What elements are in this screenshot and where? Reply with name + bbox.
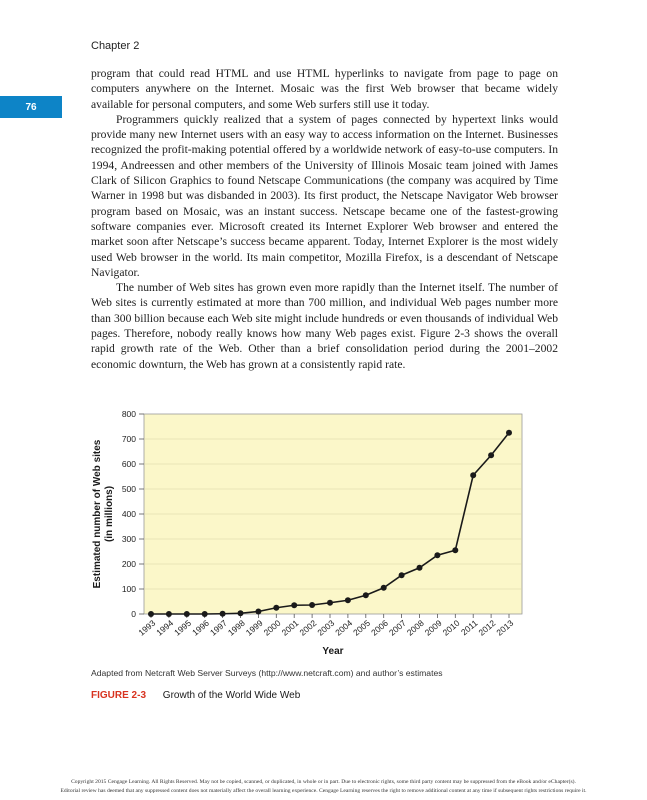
y-tick-label: 600 (121, 459, 136, 469)
data-point (202, 611, 208, 617)
y-tick-label: 100 (121, 584, 136, 594)
data-point (506, 430, 512, 436)
y-tick-label: 500 (121, 484, 136, 494)
x-tick-label: 2009 (422, 617, 444, 638)
web-growth-chart (85, 404, 535, 666)
x-tick-label: 1993 (136, 617, 158, 638)
data-point (452, 547, 458, 553)
data-point (148, 611, 154, 617)
copyright-line-1: Copyright 2015 Cengage Learning. All Rights Reserved. May not be copied, scanned, or duplicated, in whole or in part. Due to electronic rights, some third party content may be suppressed from the eBook and/or eChapter(s). (71, 779, 576, 785)
page-number: 76 (25, 101, 37, 113)
y-tick-label: 400 (121, 509, 136, 519)
data-point (345, 597, 351, 603)
data-point (327, 600, 333, 606)
paragraph: The number of Web sites has grown even more rapidly than the Internet itself. The number of Web sites is currently estimated at more than 700 million, and individual Web pages number more than 300 billion because each Web site might include hundreds or even thousands of individual Web pages. Therefore, nobody really knows how many Web pages exist. Figure 2-3 shows the overall rapid growth rate of the Web. Other than a brief consolidation period during the 2001–2002 economic downturn, the Web has grown at a consistently rapid rate. (91, 281, 558, 371)
data-point (488, 452, 494, 458)
data-point (184, 611, 190, 617)
x-tick-label: 1999 (243, 617, 265, 638)
x-tick-label: 2008 (404, 617, 426, 638)
x-tick-label: 2010 (440, 617, 462, 638)
data-point (417, 565, 423, 571)
paragraph: Programmers quickly realized that a system of pages connected by hypertext links would provide many new Internet users with an easy way to access information on the Internet. Businesses recognized the profit-making potential offered by a worldwide network of easy-to-use computers. In 1994, Andreessen and other members of the University of Illinois Mosaic team joined with James Clark of Silicon Graphics to found Netscape Communications (the company was acquired by Time Warner in 1998 but was disbanded in 2003). Its first product, the Netscape Navigator Web browser program based on Mosaic, was an instant success. Netscape became one of the fastest-growing software companies ever. Microsoft created its Internet Explorer Web browser and entered the market soon after Netscape’s success became apparent. Today, Internet Explorer is the most widely used Web browser in the world. Its main competitor, Mozilla Firefox, is a descendant of Netscape Navigator. (91, 112, 558, 279)
data-point (291, 602, 297, 608)
x-tick-label: 2003 (315, 617, 337, 638)
data-point (166, 611, 172, 617)
y-tick-label: 700 (121, 434, 136, 444)
x-tick-label: 2005 (351, 617, 373, 638)
y-tick-label: 200 (121, 559, 136, 569)
x-tick-label: 1995 (172, 617, 194, 638)
y-tick-label: 300 (121, 534, 136, 544)
x-tick-label: 2006 (369, 617, 390, 638)
x-tick-label: 2002 (297, 617, 319, 638)
data-point (363, 592, 369, 598)
page-number-tab (0, 96, 62, 118)
x-tick-label: 1996 (190, 617, 211, 638)
x-tick-label: 1998 (225, 617, 247, 638)
x-tick-label: 1997 (207, 617, 229, 638)
y-axis-sublabel: (in millions) (104, 485, 115, 543)
data-point (273, 605, 279, 611)
y-axis-label: Estimated number of Web sites (92, 439, 103, 589)
chapter-heading: Chapter 2 (91, 40, 140, 52)
x-tick-label: 2004 (333, 617, 355, 638)
data-point (220, 611, 226, 617)
figure-title: Growth of the World Wide Web (162, 690, 301, 701)
y-tick-label: 0 (131, 609, 136, 619)
data-point (399, 572, 405, 578)
data-point (470, 472, 476, 478)
figure-source: Adapted from Netcraft Web Server Surveys (http://www.netcraft.com) and author’s estimates (91, 668, 443, 678)
data-point (255, 609, 261, 615)
figure-label: FIGURE 2-3 (91, 690, 147, 701)
x-tick-label: 2013 (494, 617, 516, 638)
x-tick-label: 2007 (386, 617, 408, 638)
y-tick-label: 800 (121, 409, 136, 419)
x-tick-label: 2012 (476, 617, 498, 638)
x-tick-label: 1994 (154, 617, 176, 638)
body-text (91, 66, 558, 372)
data-point (381, 585, 387, 591)
data-point (238, 610, 244, 616)
x-axis-label: Year (322, 646, 344, 657)
copyright-line-2: Editorial review has deemed that any suppressed content does not materially affect the overall learning experience. Cengage Learning reserves the right to remove additional content at any time if subsequent rights restrictions require it. (60, 788, 587, 794)
paragraph: program that could read HTML and use HTML hyperlinks to navigate from page to page on computers anywhere on the Internet. Mosaic was the first Web browser that became widely available for personal computers, and some Web surfers still use it today. (91, 67, 558, 111)
data-point (434, 552, 440, 558)
copyright-notice (0, 778, 647, 796)
x-tick-label: 2001 (279, 617, 301, 638)
x-tick-label: 2011 (459, 617, 480, 638)
figure-caption (91, 690, 300, 701)
x-tick-label: 2000 (261, 617, 283, 638)
data-point (309, 602, 315, 608)
